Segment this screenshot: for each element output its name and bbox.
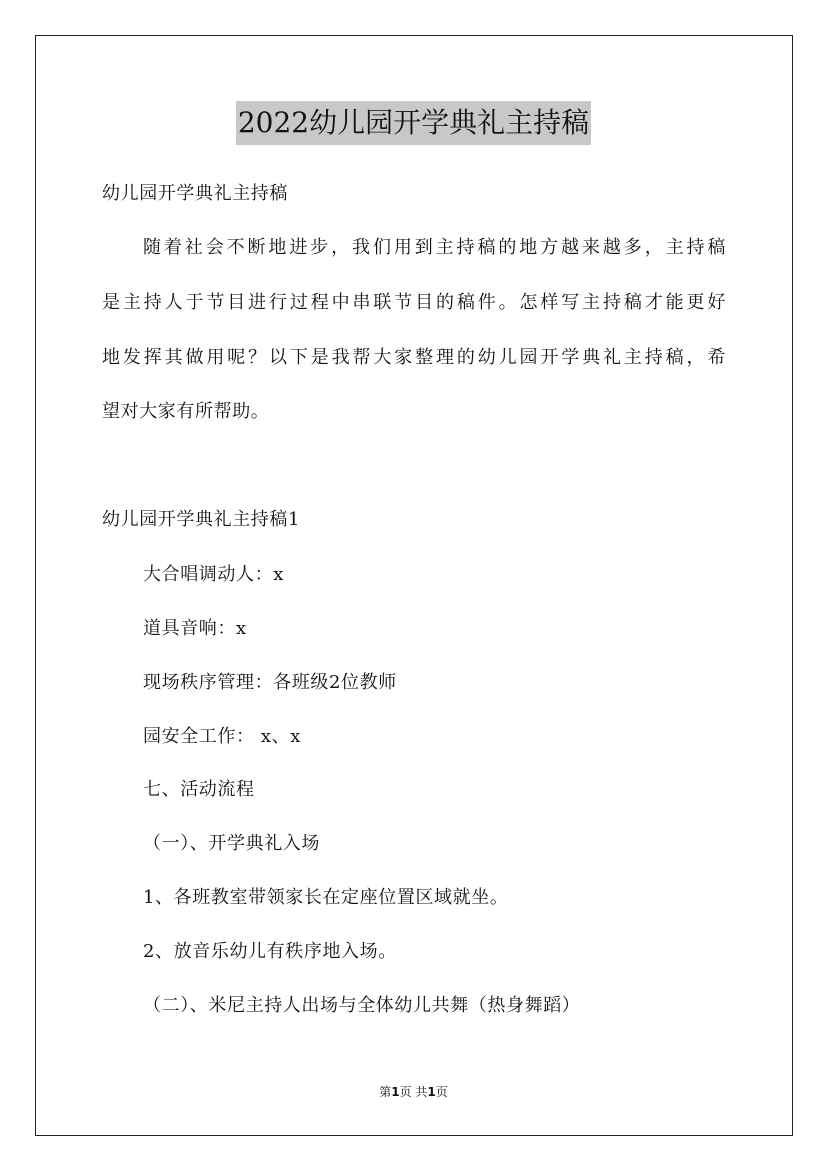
item-step-1: 1、各班教室带领家长在定座位置区域就坐。 bbox=[143, 887, 509, 908]
page-footer bbox=[0, 1084, 827, 1100]
section-heading: 幼儿园开学典礼主持稿1 bbox=[102, 509, 301, 530]
item-order-management: 现场秩序管理：各班级2位教师 bbox=[143, 672, 397, 693]
item-step-2: 2、放音乐幼儿有秩序地入场。 bbox=[143, 941, 397, 962]
intro-line-1: 随着社会不断地进步，我们用到主持稿的地方越来越多，主持稿 bbox=[143, 237, 726, 258]
footer-total-pages: 1 bbox=[427, 1085, 436, 1099]
footer-current-page: 1 bbox=[391, 1085, 400, 1099]
item-opening-entrance: （一）、开学典礼入场 bbox=[143, 833, 320, 854]
document-title: 2022幼儿园开学典礼主持稿 bbox=[236, 101, 591, 145]
item-safety: 园安全工作： x、x bbox=[143, 726, 302, 747]
intro-line-2: 是主持人于节目进行过程中串联节目的稿件。怎样写主持稿才能更好 bbox=[102, 292, 726, 313]
footer-middle: 页 共 bbox=[399, 1085, 428, 1099]
footer-prefix: 第 bbox=[379, 1085, 392, 1099]
title-container bbox=[0, 101, 827, 145]
item-host-dance: （二）、米尼主持人出场与全体幼儿共舞（热身舞蹈） bbox=[143, 995, 581, 1016]
item-props-audio: 道具音响：x bbox=[143, 618, 247, 639]
document-subtitle: 幼儿园开学典礼主持稿 bbox=[102, 183, 288, 204]
footer-suffix: 页 bbox=[435, 1085, 448, 1099]
item-activity-flow: 七、活动流程 bbox=[143, 779, 255, 800]
intro-line-4: 望对大家有所帮助。 bbox=[102, 401, 270, 422]
intro-line-3: 地发挥其做用呢？以下是我帮大家整理的幼儿园开学典礼主持稿，希 bbox=[102, 347, 726, 368]
item-chorus: 大合唱调动人：x bbox=[143, 564, 284, 585]
